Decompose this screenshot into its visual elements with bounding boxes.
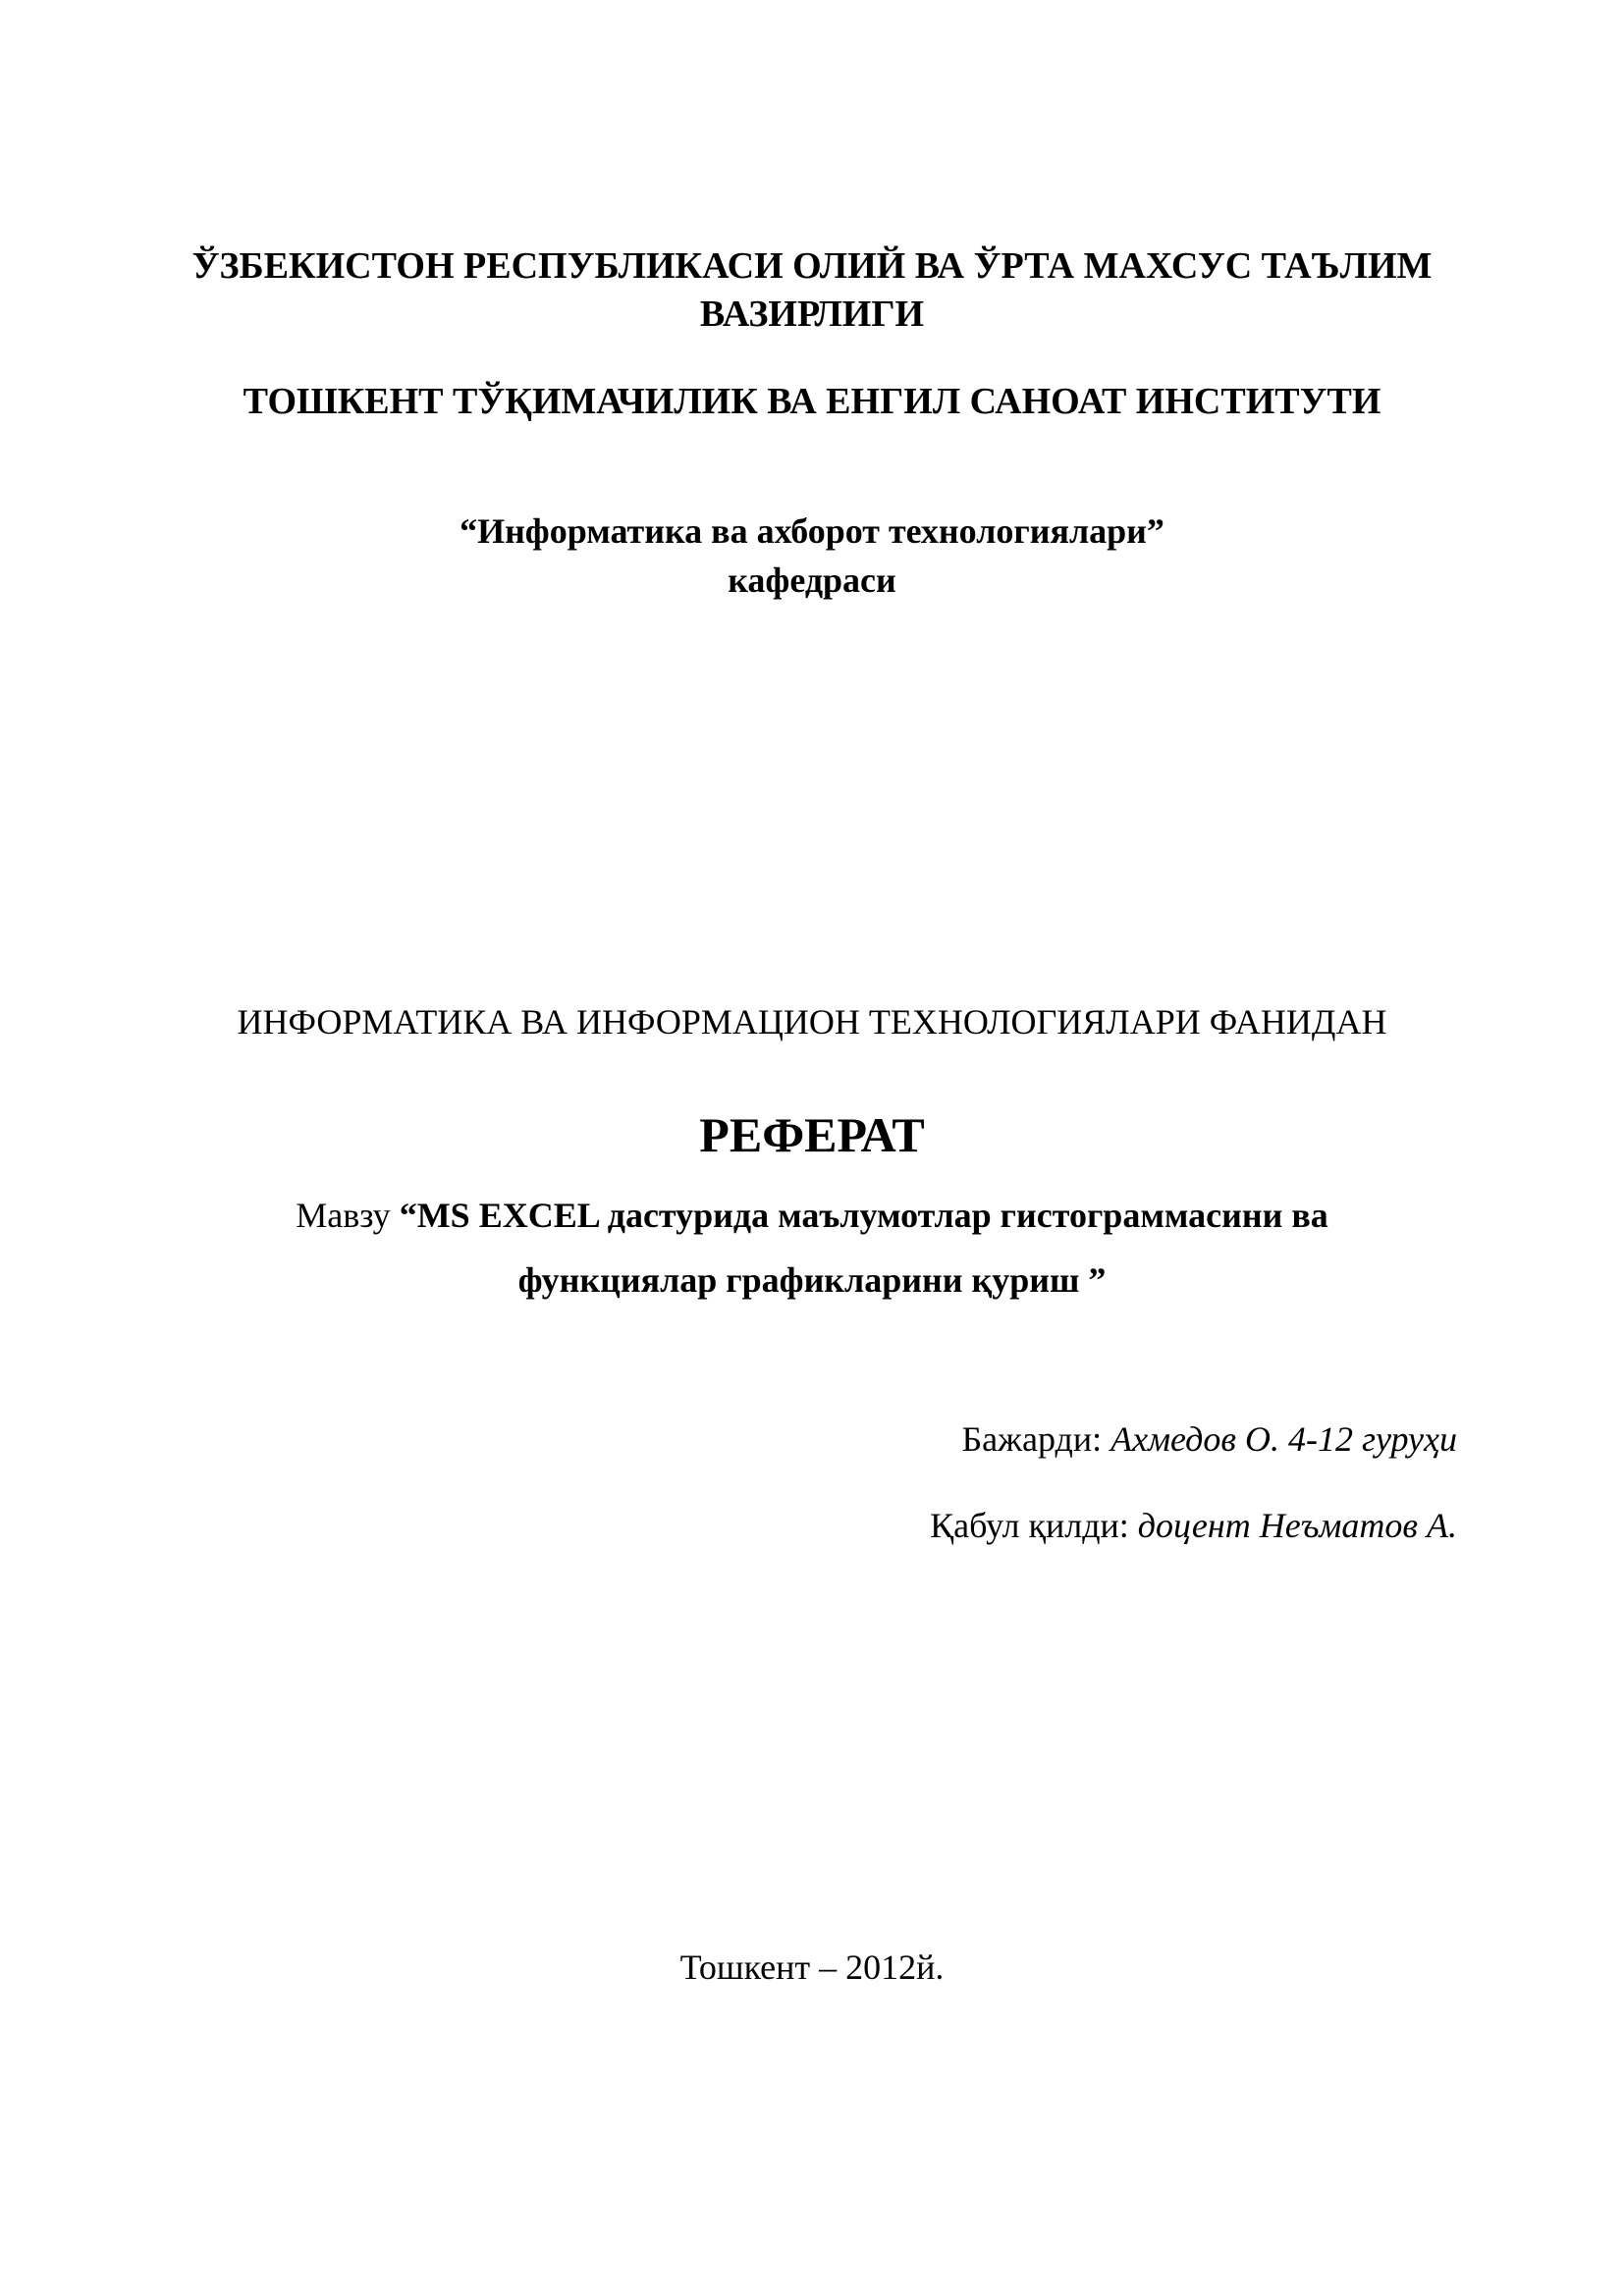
- department-line-2: кафедраси: [728, 561, 896, 600]
- institute-name: ТОШКЕНТ ТЎҚИМАЧИЛИК ВА ЕНГИЛ САНОАТ ИНСТИТУТИ: [243, 381, 1381, 422]
- topic-prefix: Мавзу: [296, 1196, 400, 1235]
- document-type-title: РЕФЕРАТ: [699, 1107, 925, 1162]
- ministry-line-2: ВАЗИРЛИГИ: [699, 294, 925, 335]
- topic-text-1: “MS EXCEL дастурида маълумотлар гистограммасини ва: [399, 1196, 1328, 1235]
- acceptor-name: доцент Неъматов А.: [1137, 1506, 1457, 1545]
- topic-line-2: функциялар графикларини қуриш ”: [517, 1260, 1107, 1300]
- acceptor-line: [930, 1508, 1457, 1543]
- department-line-1: “Информатика ва ахборот технологиялари”: [460, 511, 1164, 551]
- subject-title: ИНФОРМАТИКА ВА ИНФОРМАЦИОН ТЕХНОЛОГИЯЛАРИ ФАНИДАН: [237, 1002, 1387, 1041]
- topic-line-1: [0, 1198, 1624, 1233]
- city-year: Тошкент – 2012й.: [679, 1948, 945, 1987]
- ministry-line-1: ЎЗБЕКИСТОН РЕСПУБЛИКАСИ ОЛИЙ ВА ЎРТА МАХСУС ТАЪЛИМ: [191, 245, 1433, 287]
- performer-name: Ахмедов О. 4-12 гуруҳи: [1110, 1419, 1457, 1459]
- acceptor-label: Қабул қилди:: [930, 1506, 1138, 1545]
- performer-line: [961, 1421, 1457, 1457]
- performer-label: Бажарди:: [961, 1419, 1111, 1459]
